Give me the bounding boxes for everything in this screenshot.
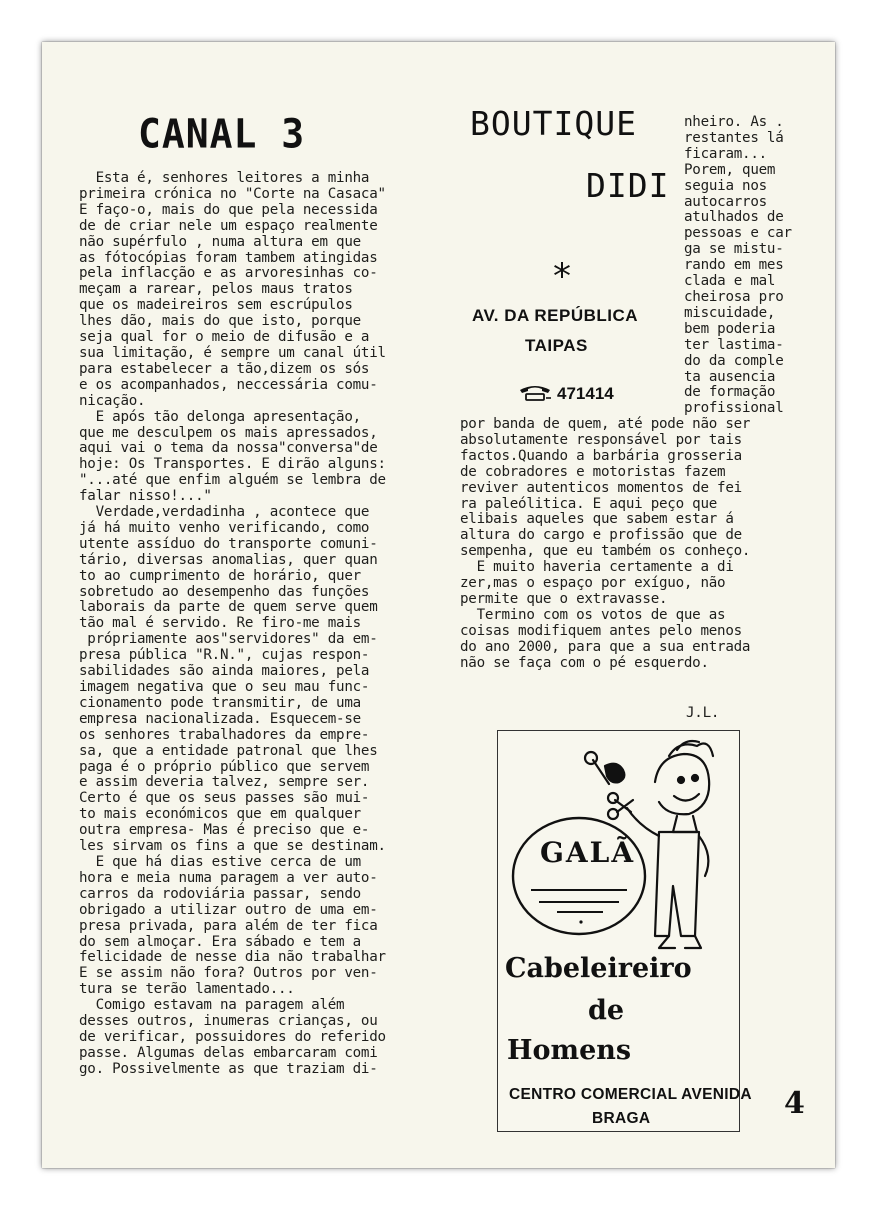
- text-line: própriamente aos"servidores" da em-: [79, 631, 378, 648]
- text-line: paga é o próprio público que servem: [79, 758, 370, 775]
- text-line: "...até que enfim alguém se lembra de: [79, 472, 386, 489]
- text-line: Certo é que os seus passes são mui-: [79, 790, 370, 807]
- text-line: E após tão delonga apresentação,: [79, 408, 361, 425]
- text-line: aqui vai o tema da nossa"conversa"de: [79, 440, 378, 457]
- ornament-icon: ⁎: [553, 244, 571, 285]
- text-line: Verdade,verdadinha , acontece que: [79, 504, 370, 521]
- text-line: do ano 2000, para que a sua entrada: [460, 638, 751, 655]
- gala-line3: Homens: [507, 1035, 632, 1066]
- text-line: hoje: Os Transportes. E dirão alguns:: [79, 456, 386, 473]
- text-line: sa, que a entidade patronal que lhes: [79, 742, 378, 759]
- text-line: lhes dão, mais do que isto, porque: [79, 313, 361, 330]
- text-line: restantes lá: [684, 129, 784, 146]
- gala-line1: Cabeleireiro: [505, 953, 692, 984]
- text-line: ficaram...: [684, 145, 767, 162]
- text-line: do sem almoçar. Era sábado e tem a: [79, 933, 361, 950]
- text-line: hora e meia numa paragem a ver auto-: [79, 869, 378, 886]
- text-line: obrigado a utilizar outro de uma em-: [79, 901, 378, 918]
- text-line: não supérfulo , numa altura em que: [79, 233, 361, 250]
- text-line: por banda de quem, até pode não ser: [460, 416, 751, 432]
- text-line: outra empresa- Mas é preciso que e-: [79, 822, 370, 839]
- text-line: imagem negativa que o seu mau func-: [79, 679, 370, 695]
- text-line: Termino com os votos de que as: [460, 606, 726, 623]
- text-line: e assim deveria talvez, sempre ser.: [79, 774, 370, 791]
- text-line: E faço-o, mais do que pela necessida: [79, 201, 378, 218]
- gala-logo-text: GALÃ: [540, 836, 636, 869]
- gala-address-line1: CENTRO COMERCIAL AVENIDA: [509, 1086, 752, 1103]
- text-line: tário, diversas anomalias, quer quan: [79, 551, 378, 568]
- telephone-icon: [518, 384, 552, 402]
- text-line: E que há dias estive cerca de um: [79, 853, 361, 870]
- text-line: factos.Quando a barbária grosseria: [460, 447, 742, 464]
- text-line: bem poderia: [684, 320, 776, 337]
- text-line: presa privada, para além de ter fica: [79, 917, 378, 934]
- text-line: do da comple: [684, 352, 784, 369]
- text-line: go. Possivelmente as que traziam di-: [79, 1060, 378, 1077]
- text-line: coisas modifiquem antes pelo menos: [460, 622, 742, 639]
- text-line: ra paleólitica. E aqui peço que: [460, 495, 718, 512]
- text-line: que os madeireiros sem escrúpulos: [79, 297, 353, 314]
- text-line: seja qual for o meio de difusão e a: [79, 329, 370, 346]
- text-line: pessoas e car: [684, 225, 792, 242]
- text-line: desses outros, inumeras crianças, ou: [79, 1013, 378, 1030]
- text-line: zer,mas o espaço por exíguo, não: [460, 575, 726, 592]
- text-line: que me desculpem os mais apressados,: [79, 424, 378, 441]
- text-line: atulhados de: [684, 209, 784, 226]
- text-line: de cobradores e motoristas fazem: [460, 463, 726, 480]
- text-line: de verificar, possuidores do referido: [79, 1028, 386, 1045]
- text-line: de de criar nele um espaço realmente: [79, 217, 378, 234]
- boutique-address-line2: TAIPAS: [525, 336, 588, 355]
- text-line: permite que o extravasse.: [460, 590, 668, 607]
- text-line: e os acompanhados, neccessária comu-: [79, 376, 378, 393]
- text-line: reviver autenticos momentos de fei: [460, 479, 742, 496]
- text-line: to mais económicos que em qualquer: [79, 806, 361, 823]
- text-line: to ao cumprimento de horário, quer: [79, 567, 361, 584]
- text-line: laborais da parte de quem serve quem: [79, 599, 378, 616]
- text-line: felicidade de nesse dia não trabalhar: [79, 949, 386, 966]
- text-line: falar nisso!...": [79, 488, 212, 505]
- text-line: absolutamente responsável por tais: [460, 431, 742, 448]
- text-line: nheiro. As .: [684, 114, 784, 130]
- text-line: não se faça com o pé esquerdo.: [460, 654, 709, 671]
- right-column-text: [460, 417, 750, 672]
- text-line: tão mal é servido. Re firo-me mais: [79, 615, 361, 632]
- text-line: tura se terão lamentado...: [79, 981, 295, 998]
- text-line: profissional: [684, 400, 784, 417]
- gala-line2: de: [588, 995, 625, 1026]
- text-line: sobretudo ao desempenho das funções: [79, 583, 370, 600]
- boutique-phone: 471414: [557, 384, 614, 403]
- text-line: meçam a rarear, pelos maus tratos: [79, 281, 353, 298]
- text-line: de formação: [684, 384, 776, 401]
- signature: J.L.: [686, 705, 720, 721]
- text-line: nicação.: [79, 392, 146, 409]
- text-line: les sirvam os fins a que se destinam.: [79, 838, 386, 855]
- boutique-address-line1: AV. DA REPÚBLICA: [472, 306, 639, 325]
- text-line: os senhores trabalhadores da empre-: [79, 726, 370, 743]
- text-line: seguia nos: [684, 177, 767, 194]
- text-line: Esta é, senhores leitores a minha: [79, 170, 370, 186]
- boutique-name-line2: DIDI: [586, 166, 670, 205]
- text-line: clada e mal: [684, 273, 776, 290]
- page-number: 4: [784, 1086, 805, 1121]
- column-title: CANAL 3: [138, 110, 306, 158]
- text-line: para estabelecer a tão,dizem os sós: [79, 360, 370, 377]
- text-line: utente assíduo do transporte comuni-: [79, 535, 378, 552]
- text-line: primeira crónica no "Corte na Casaca": [79, 185, 386, 202]
- text-line: Porem, quem: [684, 161, 776, 178]
- text-line: E muito haveria certamente a di: [460, 559, 734, 576]
- text-line: Comigo estavam na paragem além: [79, 997, 345, 1014]
- text-line: autocarros: [684, 193, 767, 210]
- text-line: pela inflacção e as arvoresinhas co-: [79, 265, 378, 282]
- text-line: cheirosa pro: [684, 288, 784, 305]
- text-line: elibais aqueles que sabem estar á: [460, 511, 734, 528]
- text-line: sempenha, que eu também os conheço.: [460, 543, 751, 560]
- text-line: altura do cargo e profissão que de: [460, 527, 742, 544]
- narrow-column-text: [684, 115, 792, 417]
- text-line: miscuidade,: [684, 304, 776, 321]
- text-line: já há muito venho verificando, como: [79, 519, 370, 536]
- gala-address-line2: BRAGA: [592, 1110, 651, 1127]
- text-line: as fótocópias foram tambem atingidas: [79, 249, 378, 266]
- text-line: empresa nacionalizada. Esquecem-se: [79, 710, 361, 727]
- text-line: ta ausencia: [684, 368, 776, 385]
- text-line: sua limitação, é sempre um canal útil: [79, 344, 386, 361]
- text-line: E se assim não fora? Outros por ven-: [79, 965, 378, 982]
- text-line: ter lastima-: [684, 336, 784, 353]
- text-line: presa pública "R.N.", cujas respon-: [79, 647, 370, 664]
- text-line: cionamento pode transmitir, de uma: [79, 694, 361, 711]
- text-line: sabilidades são ainda maiores, pela: [79, 663, 370, 680]
- text-line: carros da rodoviária passar, sendo: [79, 885, 361, 902]
- left-column-text: [79, 171, 386, 1078]
- boutique-name-line1: BOUTIQUE: [470, 104, 637, 143]
- text-line: rando em mes: [684, 257, 784, 274]
- text-line: passe. Algumas delas embarcaram comi: [79, 1044, 378, 1061]
- text-line: ga se mistu-: [684, 241, 784, 258]
